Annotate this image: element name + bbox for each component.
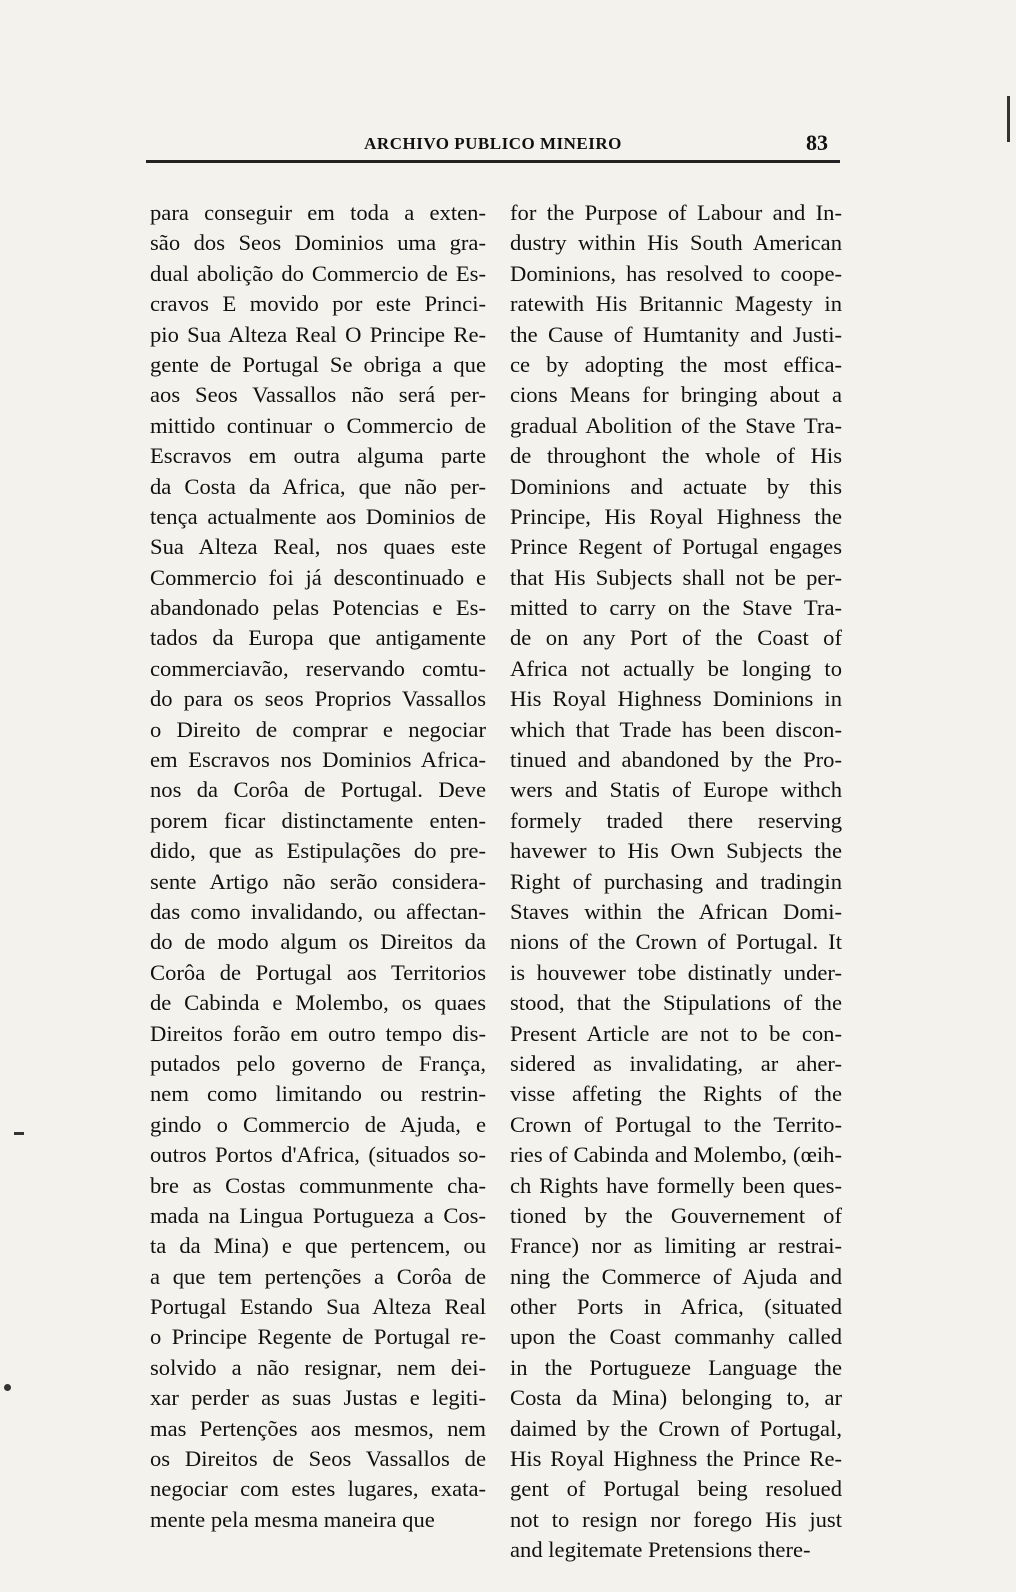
margin-mark <box>4 1384 11 1391</box>
text-line: Staves within the African Domi- <box>510 898 842 924</box>
text-line: in the Portugueze Language the <box>510 1354 842 1380</box>
text-line: em Escravos nos Dominios Africa- <box>150 747 486 773</box>
text-line: ch Rights have formelly been ques- <box>510 1172 842 1198</box>
text-line: xar perder as suas Justas e legiti- <box>150 1385 486 1411</box>
text-line: solvido a não resignar, nem dei- <box>150 1354 486 1380</box>
text-line: gradual Abolition of the Stave Tra- <box>510 412 842 438</box>
text-line: tinued and abandoned by the Pro- <box>510 747 842 773</box>
text-line: visse affeting the Rights of the <box>510 1081 842 1107</box>
text-line: das como invalidando, ou affectan- <box>150 898 486 924</box>
text-line: Present Article are not to be con- <box>510 1020 842 1046</box>
text-line: os Direitos de Seos Vassallos de <box>150 1446 486 1472</box>
text-line: ries of Cabinda and Molembo, (œih- <box>510 1142 842 1168</box>
portuguese-text-column <box>150 198 486 1592</box>
text-line: para conseguir em toda a exten- <box>150 200 486 225</box>
text-line: ce by adopting the most effica- <box>510 351 842 377</box>
text-line: and legitemate Pretensions there- <box>510 1537 811 1563</box>
text-line: da Costa da Africa, que não per- <box>150 473 486 499</box>
text-line: mitted to carry on the Stave Tra- <box>510 595 842 621</box>
text-line: tioned by the Gouvernement of <box>510 1202 842 1228</box>
text-line: ta da Mina) e que pertencem, ou <box>150 1233 486 1259</box>
text-line: putados pelo governo de França, <box>150 1050 486 1076</box>
text-line: nem como limitando ou restrin- <box>150 1081 486 1107</box>
text-line: nions of the Crown of Portugal. It <box>510 929 842 955</box>
text-line: pio Sua Alteza Real O Principe Re- <box>150 321 486 347</box>
text-line: aos Seos Vassallos não será per- <box>150 382 486 408</box>
text-line: de Cabinda e Molembo, os quaes <box>150 990 486 1016</box>
text-line: Portugal Estando Sua Alteza Real <box>150 1294 486 1320</box>
text-line: são dos Seos Dominios uma gra- <box>150 230 486 256</box>
text-line: cions Means for bringing about a <box>510 382 842 408</box>
text-line: Prince Regent of Portugal engages <box>510 534 842 560</box>
text-line: Commercio foi já descontinuado e <box>150 564 486 590</box>
text-line: Costa da Mina) belonging to, ar <box>510 1385 842 1411</box>
text-line: mittido continuar o Commercio de <box>150 412 486 438</box>
text-line: other Ports in Africa, (situated <box>510 1294 842 1320</box>
text-line: mas Pertenções aos mesmos, nem <box>150 1415 486 1441</box>
text-line: tença actualmente aos Dominios de <box>150 503 486 529</box>
text-line: tados da Europa que antigamente <box>150 625 486 651</box>
page-header <box>148 128 838 158</box>
text-line: negociar com estes lugares, exata- <box>150 1476 486 1502</box>
text-line: de throughont the whole of His <box>510 443 842 469</box>
text-line: Direitos forão em outro tempo dis- <box>150 1020 486 1046</box>
text-line: gente de Portugal Se obriga a que <box>150 351 486 377</box>
text-line: formely traded there reserving <box>510 807 842 833</box>
text-line: Dominions and actuate by this <box>510 473 842 499</box>
text-line: nos da Corôa de Portugal. Deve <box>150 777 486 803</box>
page-number: 83 <box>806 130 828 155</box>
text-line: daimed by the Crown of Portugal, <box>510 1415 842 1441</box>
text-line: wers and Statis of Europe withch <box>510 777 842 803</box>
text-line: de on any Port of the Coast of <box>510 625 842 651</box>
margin-mark <box>14 1132 24 1135</box>
text-line: dido, que as Estipulações do pre- <box>150 838 486 864</box>
text-line: His Royal Highness the Prince Re- <box>510 1446 842 1472</box>
text-line: do para os seos Proprios Vassallos <box>150 686 486 712</box>
text-line: upon the Coast commanhy called <box>510 1324 842 1350</box>
text-line: Sua Alteza Real, nos quaes este <box>150 534 486 560</box>
text-line: mente pela mesma maneira que <box>150 1506 435 1532</box>
text-line: gent of Portugal being resolued <box>510 1476 842 1502</box>
text-line: o Direito de comprar e negociar <box>150 716 486 742</box>
text-line: sente Artigo não serão considera- <box>150 868 486 894</box>
text-line: dustry within His South American <box>510 230 842 256</box>
text-line: not to resign nor forego His just <box>510 1506 842 1532</box>
text-line: ning the Commerce of Ajuda and <box>510 1263 842 1289</box>
text-line: abandonado pelas Potencias e Es- <box>150 595 486 621</box>
text-line: Dominions, has resolved to coope- <box>510 260 842 286</box>
text-line: Crown of Portugal to the Territo- <box>510 1111 842 1137</box>
text-line: Corôa de Portugal aos Territorios <box>150 959 486 985</box>
text-line: is houvewer tobe distinatly under- <box>510 959 842 985</box>
text-line: that His Subjects shall not be per- <box>510 564 842 590</box>
english-text-column <box>510 198 842 1592</box>
text-line: Right of purchasing and tradingin <box>510 868 842 894</box>
text-line: o Principe Regente de Portugal re- <box>150 1324 486 1350</box>
running-title: ARCHIVO PUBLICO MINEIRO <box>364 134 622 153</box>
text-line: sidered as invalidating, ar aher- <box>510 1050 842 1076</box>
text-line: stood, that the Stipulations of the <box>510 990 842 1016</box>
text-line: His Royal Highness Dominions in <box>510 686 842 712</box>
header-rule <box>146 160 840 163</box>
text-line: do de modo algum os Direitos da <box>150 929 486 955</box>
text-line: Escravos em outra alguma parte <box>150 443 486 469</box>
text-line: mada na Lingua Portugueza a Cos- <box>150 1202 486 1228</box>
text-line: porem ficar distinctamente enten- <box>150 807 486 833</box>
text-line: the Cause of Humtanity and Justi- <box>510 321 842 347</box>
text-line: France) nor as limiting ar restrai- <box>510 1233 842 1259</box>
text-line: dual abolição do Commercio de Es- <box>150 260 486 286</box>
text-line: Principe, His Royal Highness the <box>510 503 842 529</box>
text-line: havewer to His Own Subjects the <box>510 838 842 864</box>
text-line: cravos E movido por este Princi- <box>150 291 486 317</box>
text-line: for the Purpose of Labour and In- <box>510 200 842 225</box>
text-line: ratewith His Britannic Magesty in <box>510 291 842 317</box>
text-line: outros Portos d'Africa, (situados so- <box>150 1142 486 1168</box>
text-line: a que tem pertenções a Corôa de <box>150 1263 486 1289</box>
text-line: gindo o Commercio de Ajuda, e <box>150 1111 486 1137</box>
text-line: which that Trade has been discon- <box>510 716 842 742</box>
margin-mark <box>1007 96 1010 142</box>
text-line: commerciavão, reservando comtu- <box>150 655 486 681</box>
text-line: Africa not actually be longing to <box>510 655 842 681</box>
text-line: bre as Costas communmente cha- <box>150 1172 486 1198</box>
